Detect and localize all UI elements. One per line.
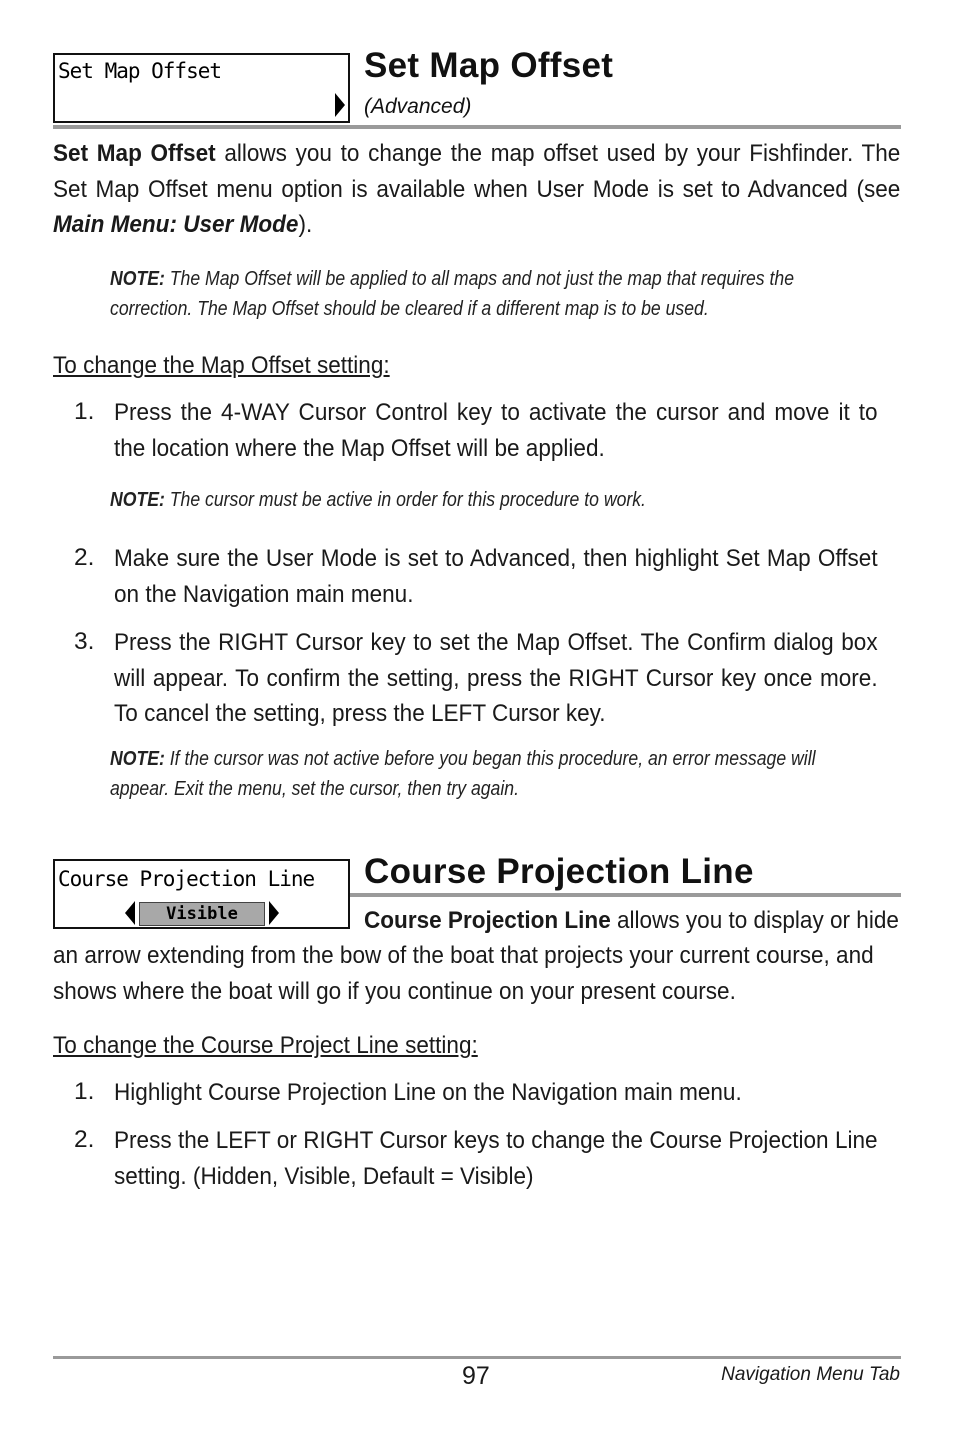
course-projection-line-menu-label: Course Projection Line [58, 867, 315, 891]
intro-text: allows you to change the map offset used by your Fishfinder. The Set Map Offset menu option is available when User Mode is set to Advanced (see [53, 140, 901, 203]
set-map-offset-menu-box[interactable] [53, 53, 350, 123]
step-text: Make sure the User Mode is set to Advanced, then highlight Set Map Offset on the Navigation main menu. [114, 545, 878, 608]
set-map-offset-menu-label: Set Map Offset [58, 59, 222, 83]
footer-rule [53, 1356, 901, 1359]
left-arrow-icon[interactable] [125, 901, 135, 925]
note-label: NOTE: [110, 267, 165, 290]
course-projection-line-title: Course Projection Line [364, 852, 754, 891]
intro-end: ). [298, 211, 313, 238]
footer-section-name: Navigation Menu Tab [721, 1364, 900, 1385]
set-map-offset-subtitle: (Advanced) [364, 95, 472, 118]
step-text: Highlight Course Projection Line on the Navigation main menu. [114, 1079, 742, 1106]
step-number: 3. [74, 628, 95, 655]
course-projection-procedure-heading: To change the Course Project Line setting: [53, 1032, 478, 1059]
set-map-offset-title: Set Map Offset [364, 46, 614, 85]
page-number: 97 [462, 1362, 490, 1390]
note-text: If the cursor was not active before you began this procedure, an error message will appear. Exit the menu, set the cursor, then try again. [110, 747, 816, 800]
right-arrow-icon[interactable] [269, 901, 279, 925]
intro-bold: Set Map Offset [53, 140, 216, 167]
right-arrow-icon [335, 93, 345, 117]
intro-link: Main Menu: User Mode [53, 211, 299, 238]
note-text: The cursor must be active in order for this procedure to work. [164, 488, 646, 511]
course-projection-intro-rest: an arrow extending from the bow of the boat that projects your current course, and shows where the boat will go if you continue on your present course. [53, 942, 874, 1005]
course-projection-line-menu-box[interactable] [53, 859, 350, 929]
note-cursor-active [110, 485, 845, 515]
intro-text: allows you to display or hide [610, 907, 899, 934]
section-rule [53, 125, 901, 129]
note-label: NOTE: [110, 747, 165, 770]
step-number: 1. [74, 1078, 95, 1105]
section-rule [350, 893, 901, 897]
step-text: Press the LEFT or RIGHT Cursor keys to change the Course Projection Line setting. (Hidden, Visible, Default = Visible) [114, 1127, 878, 1190]
note-label: NOTE: [110, 488, 165, 511]
step-text: Press the RIGHT Cursor key to set the Map Offset. The Confirm dialog box will appear. To confirm the setting, press the RIGHT Cursor key once more. To cancel the setting, press the LEFT Cursor key. [114, 629, 878, 727]
step-text: Press the 4-WAY Cursor Control key to activate the cursor and move it to the location where the Map Offset will be applied. [114, 399, 878, 462]
course-projection-intro-first-line [364, 903, 901, 939]
map-offset-procedure-heading: To change the Map Offset setting: [53, 352, 390, 379]
step-number: 2. [74, 1126, 95, 1153]
course-projection-value: Visible [139, 902, 265, 926]
note-map-offset [110, 264, 845, 324]
step-number: 1. [74, 398, 95, 425]
note-text: The Map Offset will be applied to all maps and not just the map that requires the correction. The Map Offset should be cleared if a different map is to be used. [110, 267, 795, 320]
note-error-message [110, 744, 845, 804]
set-map-offset-intro [53, 136, 900, 243]
intro-bold: Course Projection Line [364, 907, 611, 934]
step-number: 2. [74, 544, 95, 571]
